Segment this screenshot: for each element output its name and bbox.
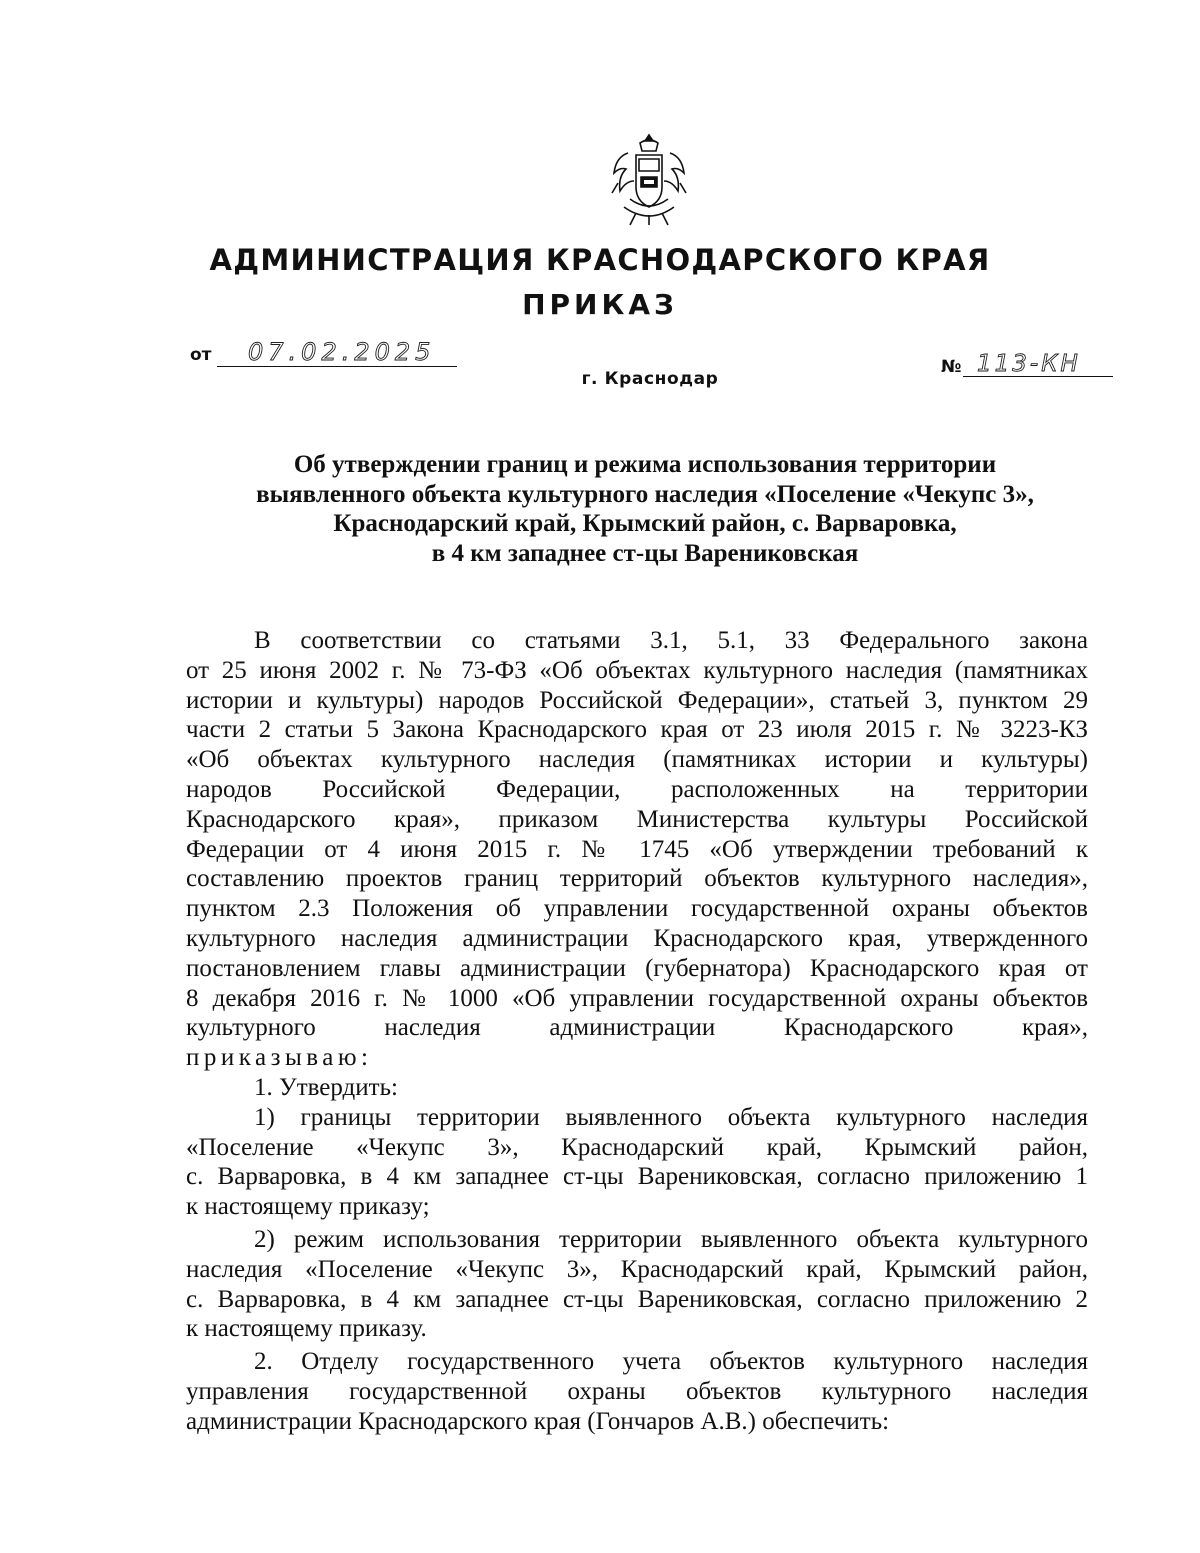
date-underline [217,366,457,367]
preamble-line: истории и культуры) народов Российской Федерации», статьей 3, пунктом 29 [186,686,1088,714]
item-2-line: администрации Краснодарского края (Гончаров А.В.) обеспечить: [186,1407,890,1435]
number-label: № [941,357,962,377]
handwritten-number [975,347,1100,377]
preamble-line: Краснодарского края», приказом Министерства культуры Российской [186,805,1088,833]
preamble-line: культурного наследия администрации Краснодарского края», [186,1014,1088,1042]
coat-of-arms-emblem [606,133,692,229]
preamble-line: части 2 статьи 5 Закона Краснодарского края от 23 июля 2015 г. № 3223-КЗ [186,716,1088,744]
item-1-2-line: наследия «Поселение «Чекупс 3», Краснодарский край, Крымский район, [186,1255,1088,1283]
preamble-line: составлению проектов границ территорий объектов культурного наследия», [186,865,1088,893]
item-1-1-line: с. Варваровка, в 4 км западнее ст-цы Варениковская, согласно приложению 1 [186,1163,1088,1191]
document-type: ПРИКАЗ [522,288,678,321]
preamble-line: культурного наследия администрации Краснодарского края, утвержденного [186,924,1088,952]
item-1-1-line: к настоящему приказу; [186,1193,430,1221]
organization-name: АДМИНИСТРАЦИЯ КРАСНОДАРСКОГО КРАЯ [209,243,991,277]
preamble-line: постановлением главы администрации (губернатора) Краснодарского края от [186,954,1088,982]
item-1-2-line: 2) режим использования территории выявленного объекта культурного [254,1225,1088,1253]
item-2-line: управления государственной охраны объектов культурного наследия [186,1377,1088,1405]
item-1-2-line: к настоящему приказу. [186,1315,427,1343]
item-1-1-line: 1) границы территории выявленного объекта культурного наследия [254,1103,1088,1131]
number-underline [963,376,1113,377]
handwritten-date [244,336,454,366]
decree-word: приказываю: [186,1044,373,1072]
preamble-line: В соответствии со статьями 3.1, 5.1, 33 Федерального закона [254,627,1088,654]
number-value: 113-КН [977,351,1081,377]
title-line: Краснодарский край, Крымский район, с. Варваровка, [333,510,957,537]
item-2-line: 2. Отделу государственного учета объектов культурного наследия [254,1348,1088,1376]
item-1-2-line: с. Варваровка, в 4 км западнее ст-цы Варениковская, согласно приложению 2 [186,1285,1088,1313]
preamble-line: народов Российской Федерации, расположенных на территории [186,775,1088,803]
city-name: г. Краснодар [581,369,719,389]
date-value: 07.02.2025 [248,338,436,366]
item-1-1-line: «Поселение «Чекупс 3», Краснодарский край, Крымский район, [186,1133,1088,1161]
order-body [186,626,1088,1437]
preamble-line: Федерации от 4 июня 2015 г. № 1745 «Об утверждении требований к [186,835,1088,863]
date-label: от [190,345,212,365]
title-line: Об утверждении границ и режима использования территории [293,451,997,478]
title-line: выявленного объекта культурного наследия «Поселение «Чекупс 3», [256,480,1034,508]
item-1-heading: 1. Утвердить: [254,1073,398,1101]
title-line: в 4 км западнее ст-цы Варениковская [431,539,859,567]
preamble-line: пунктом 2.3 Положения об управлении государственной охраны объектов [186,895,1088,923]
preamble-line: от 25 июня 2002 г. № 73-ФЗ «Об объектах культурного наследия (памятниках [186,656,1088,684]
preamble-line: 8 декабря 2016 г. № 1000 «Об управлении государственной охраны объектов [186,984,1088,1012]
preamble-line: «Об объектах культурного наследия (памятниках истории и культуры) [186,746,1088,774]
order-title [150,450,1140,568]
